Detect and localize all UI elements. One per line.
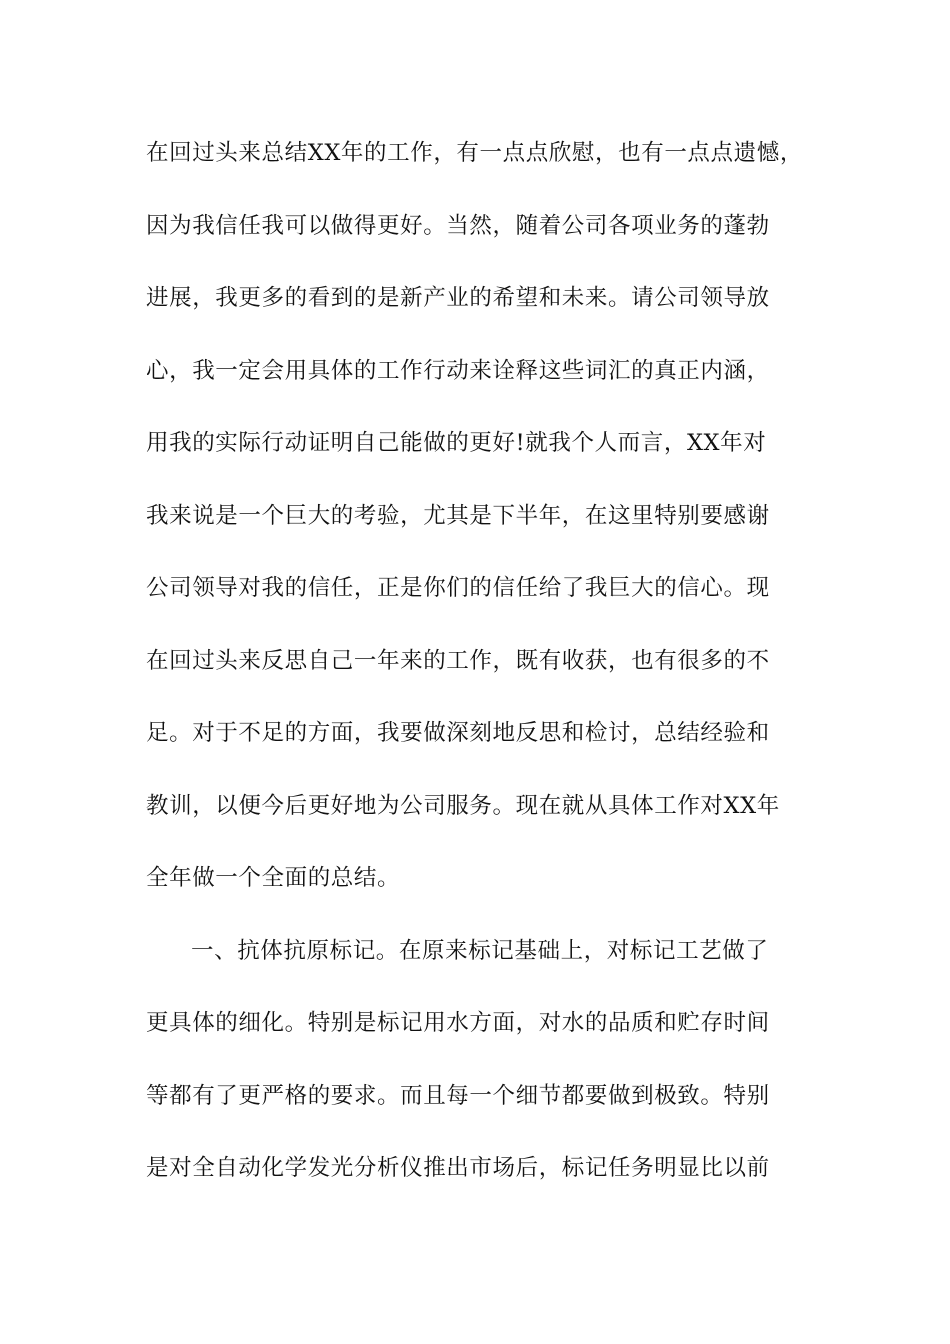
text-line: 进展，我更多的看到的是新产业的希望和未来。请公司领导放	[146, 285, 770, 311]
text-line: 心，我一定会用具体的工作行动来诠释这些词汇的真正内涵，	[146, 357, 770, 384]
text-line: 教训，以便今后更好地为公司服务。现在就从具体工作对XX年	[146, 792, 780, 819]
text-line: 在回过头来反思自己一年来的工作，既有收获，也有很多的不	[146, 647, 770, 674]
body-text	[146, 130, 826, 1218]
text-line: 公司领导对我的信任，正是你们的信任给了我巨大的信心。现	[146, 575, 770, 601]
section-heading-line: 一、抗体抗原标记。在原来标记基础上，对标记工艺做了	[191, 937, 769, 964]
text-line: 足。对于不足的方面，我要做深刻地反思和检讨，总结经验和	[146, 720, 770, 746]
text-line: 更具体的细化。特别是标记用水方面，对水的品质和贮存时间	[146, 1010, 770, 1036]
text-line: 全年做一个全面的总结。	[146, 865, 401, 891]
text-line: 因为我信任我可以做得更好。当然，随着公司各项业务的蓬勃	[146, 212, 770, 239]
text-line: 我来说是一个巨大的考验，尤其是下半年，在这里特别要感谢	[146, 502, 770, 529]
text-line: 用我的实际行动证明自己能做的更好!就我个人而言，XX年对	[146, 430, 767, 456]
text-line: 是对全自动化学发光分析仪推出市场后，标记任务明显比以前	[146, 1155, 770, 1181]
text-line: 等都有了更严格的要求。而且每一个细节都要做到极致。特别	[146, 1082, 770, 1109]
text-line: 在回过头来总结XX年的工作，有一点点欣慰，也有一点点遗憾，	[146, 140, 803, 166]
